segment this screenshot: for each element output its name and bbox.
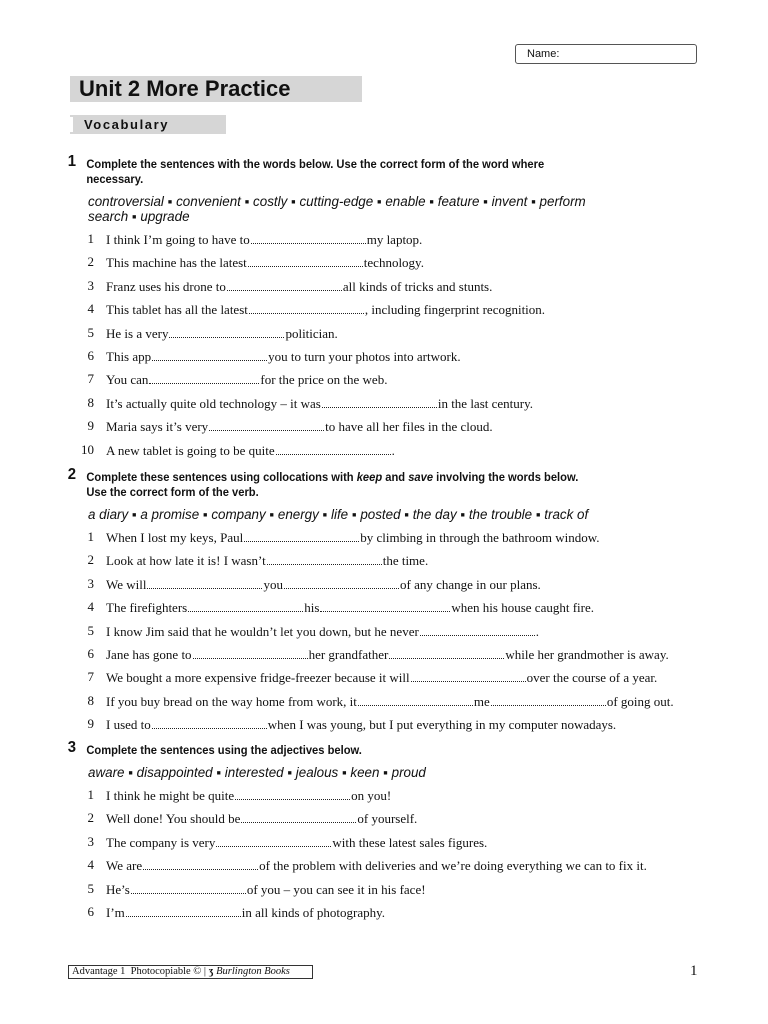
list-item	[64, 253, 714, 276]
item-number: 5	[87, 880, 94, 896]
exercise-3	[64, 739, 714, 926]
sentence-text: Well done! You should be	[106, 811, 241, 827]
item-sentence	[106, 324, 338, 342]
answer-blank[interactable]	[216, 833, 331, 847]
sentence-text: all kinds of tricks and stunts.	[342, 278, 493, 294]
answer-blank[interactable]	[193, 645, 308, 659]
list-item	[64, 277, 714, 300]
list-item	[64, 856, 714, 879]
exercise-items	[64, 230, 714, 464]
sentence-text: We are	[106, 858, 143, 874]
item-sentence	[106, 528, 600, 546]
answer-blank[interactable]	[251, 230, 366, 244]
answer-blank[interactable]	[143, 856, 258, 870]
sentence-text: It’s actually quite old technology – it was	[106, 395, 321, 411]
answer-blank[interactable]	[284, 575, 399, 589]
sentence-text: with these latest sales figures.	[332, 834, 488, 850]
instruction-line: Complete the sentences with the words below. Use the correct form of the word where	[86, 157, 545, 171]
sentence-text: to have all her files in the cloud.	[325, 419, 493, 435]
answer-blank[interactable]	[491, 692, 606, 706]
item-sentence	[106, 253, 424, 271]
word-bank-line: aware ▪ disappointed ▪ interested ▪ jealous ▪ keen ▪ proud	[88, 765, 426, 780]
answer-blank[interactable]	[322, 394, 437, 408]
sentence-text: Look at how late it is! I wasn’t	[106, 553, 266, 569]
list-item	[64, 903, 714, 926]
list-item	[64, 441, 714, 464]
sentence-text: her grandfather	[308, 646, 389, 662]
sentence-text: I know Jim said that he wouldn’t let you down, but he never	[106, 623, 419, 639]
word-bank	[64, 194, 714, 224]
sentence-text: Franz uses his drone to	[106, 278, 226, 294]
sentence-text: .	[391, 442, 395, 458]
answer-blank[interactable]	[152, 347, 267, 361]
list-item	[64, 370, 714, 393]
sentence-text: I think I’m going to have to	[106, 232, 250, 247]
section-heading-vocabulary: Vocabulary	[70, 115, 226, 134]
sentence-text: He is a very	[106, 325, 169, 341]
instruction-line: Use the correct form of the verb.	[86, 485, 259, 499]
item-sentence	[106, 370, 387, 388]
answer-blank[interactable]	[209, 417, 324, 431]
answer-blank[interactable]	[152, 715, 267, 729]
footer-course: Advantage 1	[72, 966, 126, 977]
sentence-text: of you – you can see it in his face!	[246, 881, 426, 897]
item-sentence	[106, 300, 545, 318]
list-item	[64, 598, 714, 621]
page-title: Unit 2 More Practice	[70, 76, 362, 102]
exercise-items	[64, 786, 714, 926]
list-item	[64, 347, 714, 370]
sentence-text: I think he might be quite	[106, 788, 235, 803]
list-item	[64, 809, 714, 832]
sentence-text: politician.	[285, 325, 338, 341]
item-sentence	[106, 903, 385, 921]
item-number: 2	[87, 254, 94, 270]
item-sentence	[106, 856, 647, 874]
answer-blank[interactable]	[147, 575, 262, 589]
sentence-text: He’s	[106, 881, 130, 897]
exercise-1	[64, 153, 714, 464]
item-number: 4	[87, 599, 94, 615]
instruction-line: Complete the sentences using the adjectives below.	[86, 743, 362, 757]
item-number: 6	[87, 347, 94, 363]
item-number: 2	[87, 552, 94, 568]
list-item	[64, 394, 714, 417]
sentence-text: when his house caught fire.	[451, 600, 594, 616]
instruction-line: Complete these sentences using collocations with keep and save involving the words below.	[86, 470, 579, 484]
answer-blank[interactable]	[411, 668, 526, 682]
item-number: 4	[87, 857, 94, 873]
sentence-text: , including fingerprint recognition.	[364, 302, 546, 318]
answer-blank[interactable]	[267, 551, 382, 565]
item-sentence	[106, 394, 533, 412]
item-number: 1	[87, 787, 94, 802]
item-number: 3	[87, 833, 94, 849]
sentence-text: of any change in our plans.	[399, 576, 541, 592]
sentence-text: I used to	[106, 717, 151, 733]
item-number: 9	[87, 418, 94, 434]
sentence-text: you	[263, 576, 283, 592]
answer-blank[interactable]	[131, 880, 246, 894]
answer-blank[interactable]	[227, 277, 342, 291]
item-number: 7	[87, 371, 94, 387]
item-sentence	[106, 692, 674, 710]
item-number: 5	[87, 324, 94, 340]
sentence-text: in all kinds of photography.	[241, 904, 386, 920]
list-item	[64, 668, 714, 691]
answer-blank[interactable]	[241, 809, 356, 823]
list-item	[64, 622, 714, 645]
item-number: 1	[87, 231, 94, 246]
item-number: 9	[87, 716, 94, 732]
item-sentence	[106, 551, 428, 569]
item-number: 8	[87, 692, 94, 708]
sentence-text: The firefighters	[106, 600, 188, 616]
item-sentence	[106, 441, 395, 459]
sentence-text: by climbing in through the bathroom window.	[360, 530, 600, 545]
exercise-number: 1	[67, 153, 77, 170]
item-sentence	[106, 833, 487, 851]
section-heading-bar	[70, 117, 73, 132]
exercise-instruction	[64, 466, 700, 500]
sentence-text: of yourself.	[357, 811, 418, 827]
answer-blank[interactable]	[126, 903, 241, 917]
list-item	[64, 551, 714, 574]
exercise-instruction	[64, 739, 700, 758]
sentence-text: When I lost my keys, Paul	[106, 530, 244, 545]
sentence-text: his	[304, 600, 320, 616]
list-item	[64, 300, 714, 323]
item-sentence	[106, 809, 417, 827]
name-label: Name:	[527, 48, 560, 60]
exercise-2	[64, 466, 714, 739]
sentence-text: over the course of a year.	[526, 670, 658, 686]
list-item	[64, 833, 714, 856]
sentence-text: while her grandmother is away.	[505, 646, 669, 662]
item-sentence	[106, 230, 422, 248]
sentence-text: .	[535, 623, 540, 639]
sentence-text: you to turn your photos into artwork.	[268, 348, 461, 364]
sentence-text: If you buy bread on the way home from work, it	[106, 693, 357, 709]
list-item	[64, 324, 714, 347]
answer-blank[interactable]	[244, 528, 359, 542]
footer-publisher: Burlington Books	[216, 966, 290, 977]
answer-blank[interactable]	[420, 622, 535, 636]
word-bank-line: a diary ▪ a promise ▪ company ▪ energy ▪ life ▪ posted ▪ the day ▪ the trouble ▪ track of	[88, 507, 589, 522]
list-item	[64, 715, 714, 738]
footer-box: Advantage 1 Photocopiable © | ʒ Burlington Books	[68, 965, 313, 979]
sentence-text: my laptop.	[366, 232, 423, 247]
item-sentence	[106, 715, 616, 733]
instruction-line: necessary.	[86, 172, 144, 186]
sentence-text: The company is very	[106, 834, 216, 850]
answer-blank[interactable]	[235, 786, 350, 800]
exercise-items	[64, 528, 714, 739]
item-sentence	[106, 668, 657, 686]
sentence-text: We bought a more expensive fridge-freezer because it will	[106, 670, 410, 686]
sentence-text: of going out.	[606, 693, 674, 709]
list-item	[64, 417, 714, 440]
item-sentence	[106, 622, 539, 640]
item-number: 6	[87, 903, 94, 919]
sentence-text: on you!	[351, 788, 392, 803]
word-bank-line: controversial ▪ convenient ▪ costly ▪ cutting-edge ▪ enable ▪ feature ▪ invent ▪ perform	[88, 194, 586, 209]
item-number: 6	[87, 645, 94, 661]
answer-blank[interactable]	[389, 645, 504, 659]
footer-photocopiable: Photocopiable ©	[130, 966, 202, 977]
item-number: 8	[87, 394, 94, 410]
word-bank-line: search ▪ upgrade	[88, 209, 190, 224]
word-bank	[64, 765, 714, 780]
item-number: 5	[87, 622, 94, 638]
sentence-text: technology.	[363, 255, 424, 271]
answer-blank[interactable]	[320, 598, 450, 612]
sentence-text: This tablet has all the latest	[106, 302, 248, 318]
item-number: 2	[87, 810, 94, 826]
sentence-text: This app	[106, 348, 152, 364]
word-bank	[64, 507, 714, 522]
item-number: 10	[81, 441, 94, 457]
sentence-text: when I was young, but I put everything in my computer nowadays.	[267, 717, 617, 733]
list-item	[64, 528, 714, 551]
answer-blank[interactable]	[358, 692, 473, 706]
list-item	[64, 575, 714, 598]
item-sentence	[106, 277, 492, 295]
item-number: 3	[87, 575, 94, 591]
sentence-text: me	[473, 693, 490, 709]
answer-blank[interactable]	[169, 324, 284, 338]
item-sentence	[106, 786, 391, 804]
sentence-text: the time.	[382, 553, 429, 569]
list-item	[64, 786, 714, 809]
sentence-text: We will	[106, 576, 147, 592]
sentence-text: I’m	[106, 904, 125, 920]
page-number: 1	[690, 963, 698, 979]
list-item	[64, 230, 714, 253]
item-sentence	[106, 645, 669, 663]
item-sentence	[106, 880, 426, 898]
exercise-instruction	[64, 153, 700, 187]
sentence-text: Jane has gone to	[106, 646, 192, 662]
sentence-text: Maria says it’s very	[106, 419, 209, 435]
sentence-text: in the last century.	[437, 395, 534, 411]
item-number: 7	[87, 669, 94, 685]
item-number: 4	[87, 301, 94, 317]
exercise-number: 2	[67, 466, 77, 483]
sentence-text: of the problem with deliveries and we’re doing everything we can to fix it.	[259, 858, 647, 874]
answer-blank[interactable]	[248, 253, 363, 267]
answer-blank[interactable]	[149, 370, 259, 384]
item-sentence	[106, 417, 493, 435]
sentence-text: A new tablet is going to be quite	[106, 442, 275, 458]
sentence-text: for the price on the web.	[260, 372, 388, 388]
item-number: 3	[87, 277, 94, 293]
list-item	[64, 880, 714, 903]
item-sentence	[106, 347, 461, 365]
item-sentence	[106, 598, 594, 616]
exercise-number: 3	[67, 739, 77, 756]
sentence-text: This machine has the latest	[106, 255, 247, 271]
answer-blank[interactable]	[249, 300, 364, 314]
name-field[interactable]	[515, 44, 697, 64]
answer-blank[interactable]	[188, 598, 303, 612]
item-number: 1	[87, 529, 94, 544]
list-item	[64, 645, 714, 668]
answer-blank[interactable]	[276, 441, 391, 455]
item-sentence	[106, 575, 541, 593]
sentence-text: You can	[106, 372, 149, 388]
publisher-logo-icon: ʒ	[208, 966, 214, 977]
list-item	[64, 692, 714, 715]
